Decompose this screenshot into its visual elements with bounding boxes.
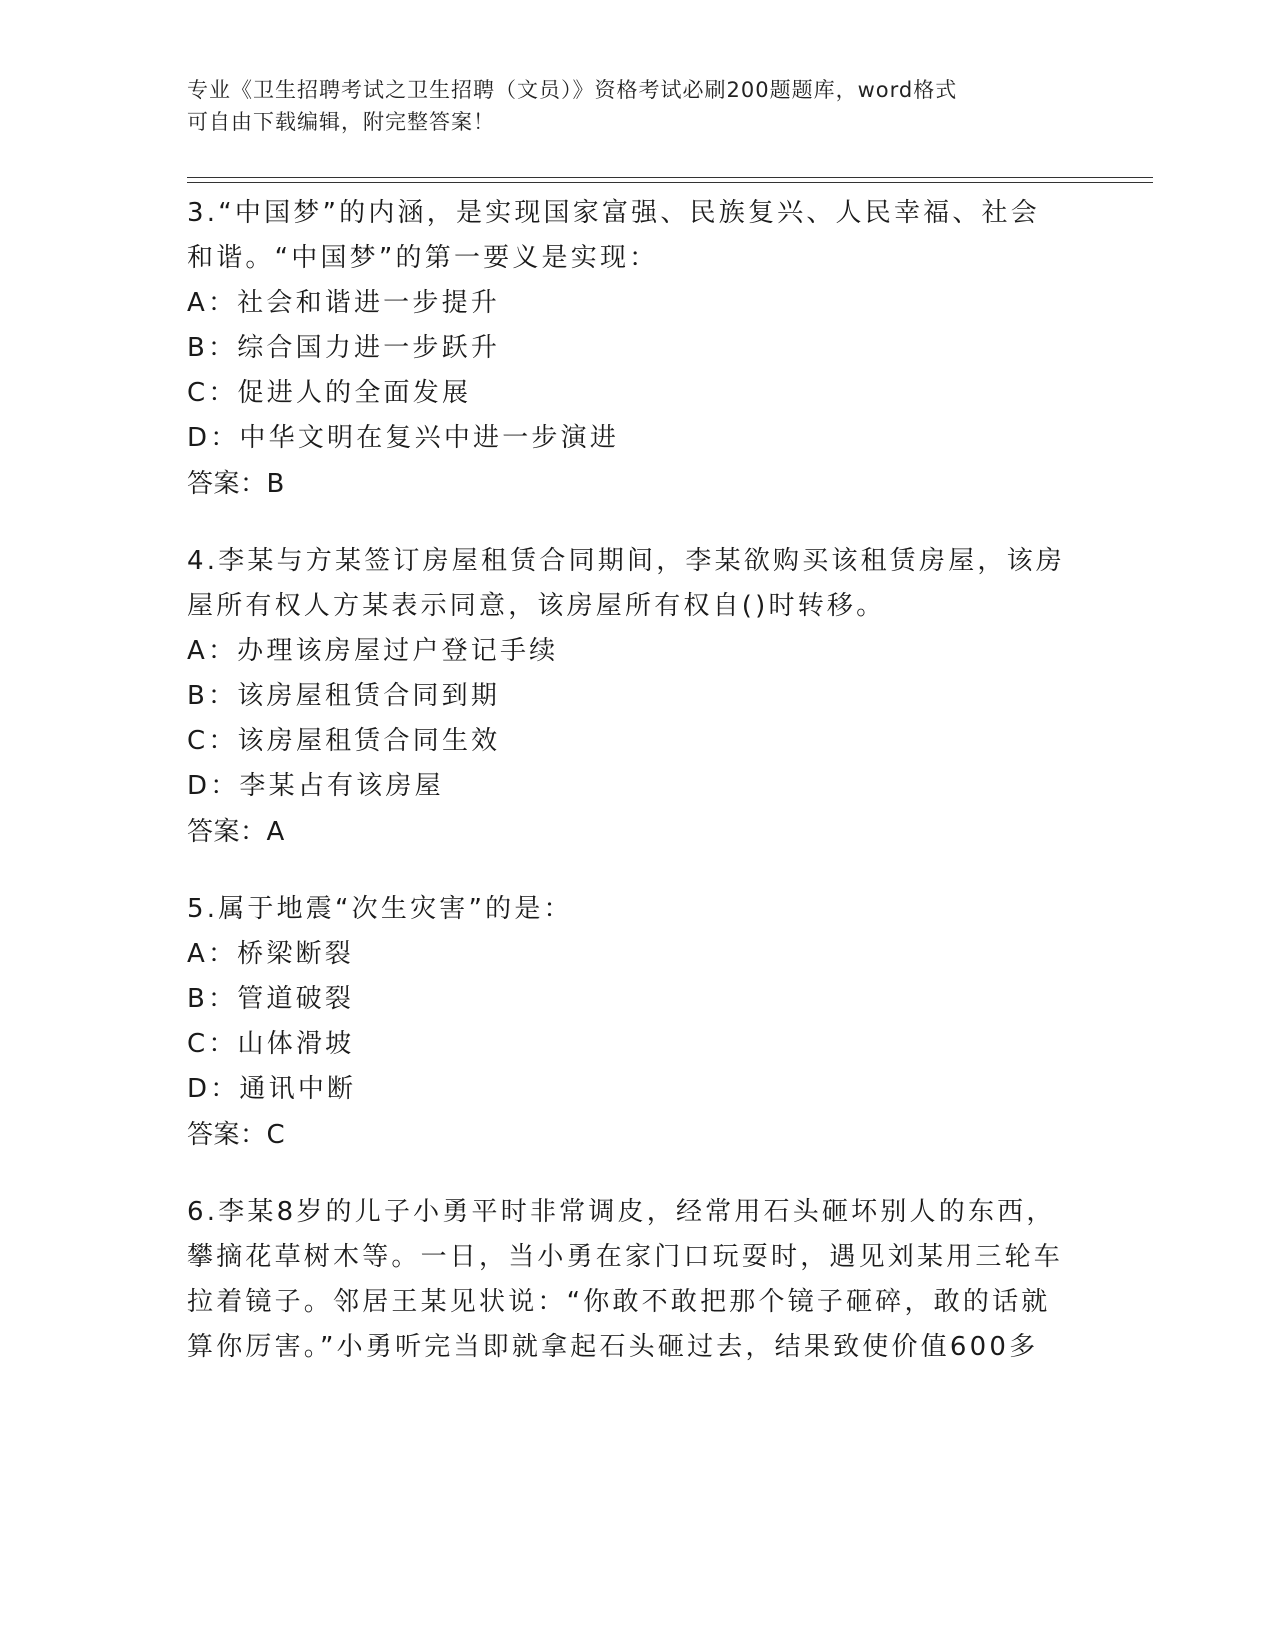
option-b: B：该房屋租赁合同到期 — [187, 681, 501, 711]
header-divider-bottom — [187, 182, 1153, 183]
question-stem-line: 3.“中国梦”的内涵，是实现国家富强、民族复兴、人民幸福、社会 — [187, 198, 1040, 228]
header-line-1: 专业《卫生招聘考试之卫生招聘（文员）》资格考试必刷200题题库，word格式 — [187, 78, 958, 102]
option-a: A：桥梁断裂 — [187, 939, 354, 969]
answer-line: 答案：B — [187, 469, 285, 499]
question-list — [187, 191, 1067, 1402]
question-5 — [187, 887, 1067, 1158]
question-stem-line: 算你厉害。”小勇听完当即就拿起石头砸过去，结果致使价值600多 — [187, 1332, 1039, 1362]
option-d: D：中华文明在复兴中进一步演进 — [187, 423, 620, 453]
option-a: A：社会和谐进一步提升 — [187, 288, 500, 318]
option-d: D：通讯中断 — [187, 1074, 357, 1104]
answer-line: 答案：A — [187, 817, 285, 847]
option-a: A：办理该房屋过户登记手续 — [187, 636, 559, 666]
option-c: C：山体滑坡 — [187, 1029, 355, 1059]
question-6 — [187, 1190, 1067, 1370]
document-header — [187, 74, 1067, 138]
option-c: C：促进人的全面发展 — [187, 378, 472, 408]
question-stem-line: 和谐。“中国梦”的第一要义是实现： — [187, 243, 659, 273]
question-stem-line: 4.李某与方某签订房屋租赁合同期间，李某欲购买该租赁房屋，该房 — [187, 546, 1066, 576]
option-d: D：李某占有该房屋 — [187, 771, 444, 801]
question-stem-line: 5.属于地震“次生灾害”的是： — [187, 894, 573, 924]
question-stem-line: 拉着镜子。邻居王某见状说：“你敢不敢把那个镜子砸碎，敢的话就 — [187, 1287, 1051, 1317]
option-c: C：该房屋租赁合同生效 — [187, 726, 501, 756]
option-b: B：综合国力进一步跃升 — [187, 333, 501, 363]
question-stem-line: 攀摘花草树木等。一日，当小勇在家门口玩耍时，遇见刘某用三轮车 — [187, 1242, 1064, 1272]
option-b: B：管道破裂 — [187, 984, 355, 1014]
question-stem-line: 屋所有权人方某表示同意，该房屋所有权自()时转移。 — [187, 591, 886, 621]
question-3 — [187, 191, 1067, 507]
header-line-2: 可自由下载编辑，附完整答案！ — [187, 110, 495, 134]
question-4 — [187, 539, 1067, 855]
question-stem-line: 6.李某8岁的儿子小勇平时非常调皮，经常用石头砸坏别人的东西， — [187, 1197, 1056, 1227]
answer-line: 答案：C — [187, 1120, 286, 1150]
header-divider-top — [187, 177, 1153, 178]
